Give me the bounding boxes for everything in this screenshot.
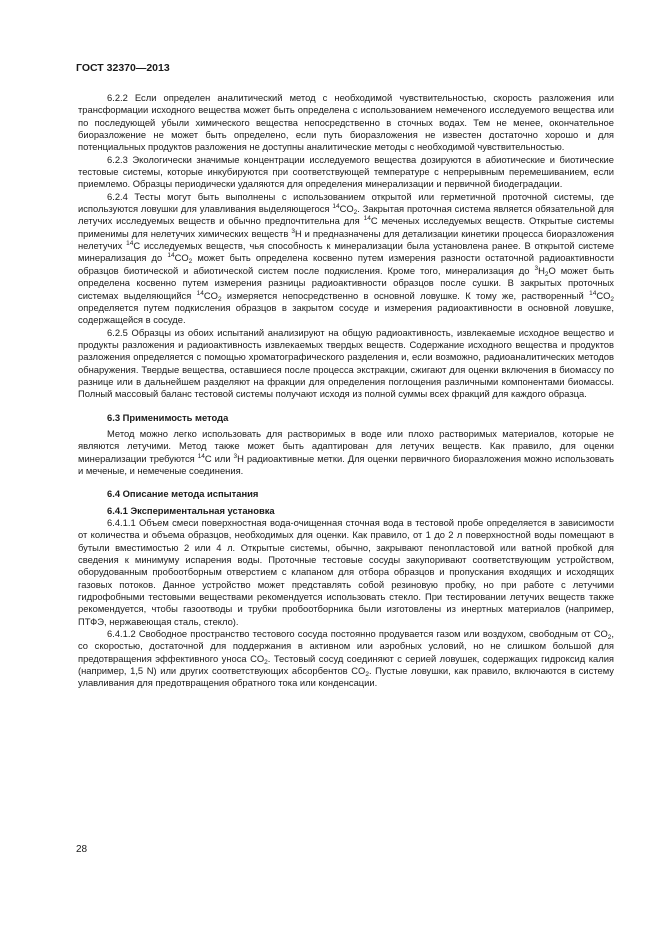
- spacer: [78, 477, 614, 488]
- spacer: [78, 401, 614, 412]
- section-heading: 6.3 Применимость метода: [107, 411, 229, 423]
- document-header: ГОСТ 32370—2013: [76, 62, 170, 74]
- page-number: 28: [76, 844, 88, 855]
- paragraph: 6.2.5 Образцы из обоих испытаний анализируют на общую радиоактивность, извлекаемые исходное вещество и продукты разложения и радиоактивность извлекаемых твердых веществ. Содержание исходного вещества и продуктов разложения определяется с помощью хроматографического разделения и, если возможно, радиоаналитических методов обнаружения. Твердые вещества, оставшиеся после процесса экстракции, сжигают для оценки включения в биомассу по разнице или в дальнейшем разделяют на фракции для определения поглощения различными компонентами биомассы. Полный массовый баланс тестовой системы получают исходя из полной суммы всех фракций для каждого образца.: [78, 326, 614, 400]
- paragraph: 6.4.1.2 Свободное пространство тестового сосуда постоянно продувается газом или воздухом, свободным от $CO_2$, со скоростью, достаточной для поддержания в активном или аэробных условий, но не слишком большой для предотвращения эффективного уноса $CO_2$. Тестовый сосуд соединяют с серией ловушек, содержащих гидроксид калия (например, 1,5 N) или других соответствующих абсорбентов $CO_2$. Пустые ловушки, как правило, включаются в систему улавливания для предотвращения обратного тока или конденсации.: [78, 628, 615, 689]
- document-body: [78, 92, 614, 690]
- section-heading: 6.4 Описание метода испытания: [107, 488, 259, 500]
- paragraph: 6.2.2 Если определен аналитический метод с необходимой чувствительностью, скорость разложения или трансформации исходного вещества может быть определена с использованием немеченого исследуемого вещества или по последующей убыли химического вещества непосредственно в сточных водах. Тем не менее, окончательное биоразложение не может быть определено, если путь биоразложения не известен достаточно хорошо и для потенциальных продуктов разложения не доступны аналитические методы с необходимой чувствительностью.: [78, 92, 614, 153]
- paragraph: 6.4.1.1 Объем смеси поверхностная вода-очищенная сточная вода в тестовой пробе определяется в зависимости от количества и объема образцов, необходимых для оценки. Как правило, от 1 до 2 л поверхностной воды помещают в бутыли вместимостью 2 или 4 л. Открытые системы, обычно, закрывают пенопластовой или ватной пробкой для сведения к минимуму испарения воды. Проточные тестовые сосуды закупоривают соответствующим устройством, оборудованным пробоотборным отверстием с клапаном для отбора образцов и пропускания входящих и исходящих газовых потоков. Данное устройство может представлять собой резиновую пробку, но при работе с летучими гидрофобными тестовыми веществами рекомендуется использовать стекло. При тестировании летучих веществ также рекомендуется, чтобы газоотводы и трубки пробоотборника были изготовлены из инертных материалов (например, ПТФЭ, нержавеющая сталь, стекло).: [78, 517, 614, 627]
- paragraph: Метод можно легко использовать для растворимых в воде или плохо растворимых материалов, которые не являются летучими. Метод также может быть адаптирован для летучих веществ. Как правило, для оценки минерализации требуются $^{14}$С или $^3$Н радиоактивные метки. Для оценки первичного биоразложения можно использовать и меченые, и немеченые соединения.: [78, 427, 614, 476]
- section-heading: 6.4.1 Экспериментальная установка: [107, 504, 275, 516]
- paragraph: 6.2.4 Тесты могут быть выполнены с использованием открытой или герметичной проточной системы, где используются ловушки для улавливания выделяющегося $^{14}CO_2$. Закрытая проточная система является обязательной для летучих исследуемых веществ и обычно предпочтительна для $^{14}$С меченых исследуемых веществ. Открытые системы применимы для нелетучих химических веществ $^3$Н и предназначены для детализации кинетики процесса биоразложения нелетучих $^{14}$С исследуемых веществ, чья способность к минерализации была установлена ранее. В открытой системе минерализация до $^{14}CO_2$ может быть определена косвенно путем измерения разности остаточной радиоактивности образцов биотической и абиотической систем после подкисления. Кроме того, минерализация до $^3H_2O$ может быть определена косвенно путем измерения разницы радиоактивности образцов после сушки. В закрытых проточных системах выделяющийся $^{14}CO_2$ измеряется непосредственно в основной ловушке. К тому же, растворенный $^{14}CO_2$ определяется путем подкисления образцов в закрытом сосуде и измерения радиоактивности в основной ловушке, содержащейся в сосуде.: [78, 190, 615, 326]
- paragraph: 6.2.3 Экологически значимые концентрации исследуемого вещества дозируются в абиотические и биотические тестовые системы, которые инкубируются при соответствующей температуре с непрерывным перемешиванием, если приемлемо. Образцы периодически удаляются для определения минерализации и первичной биодеградации.: [78, 153, 614, 190]
